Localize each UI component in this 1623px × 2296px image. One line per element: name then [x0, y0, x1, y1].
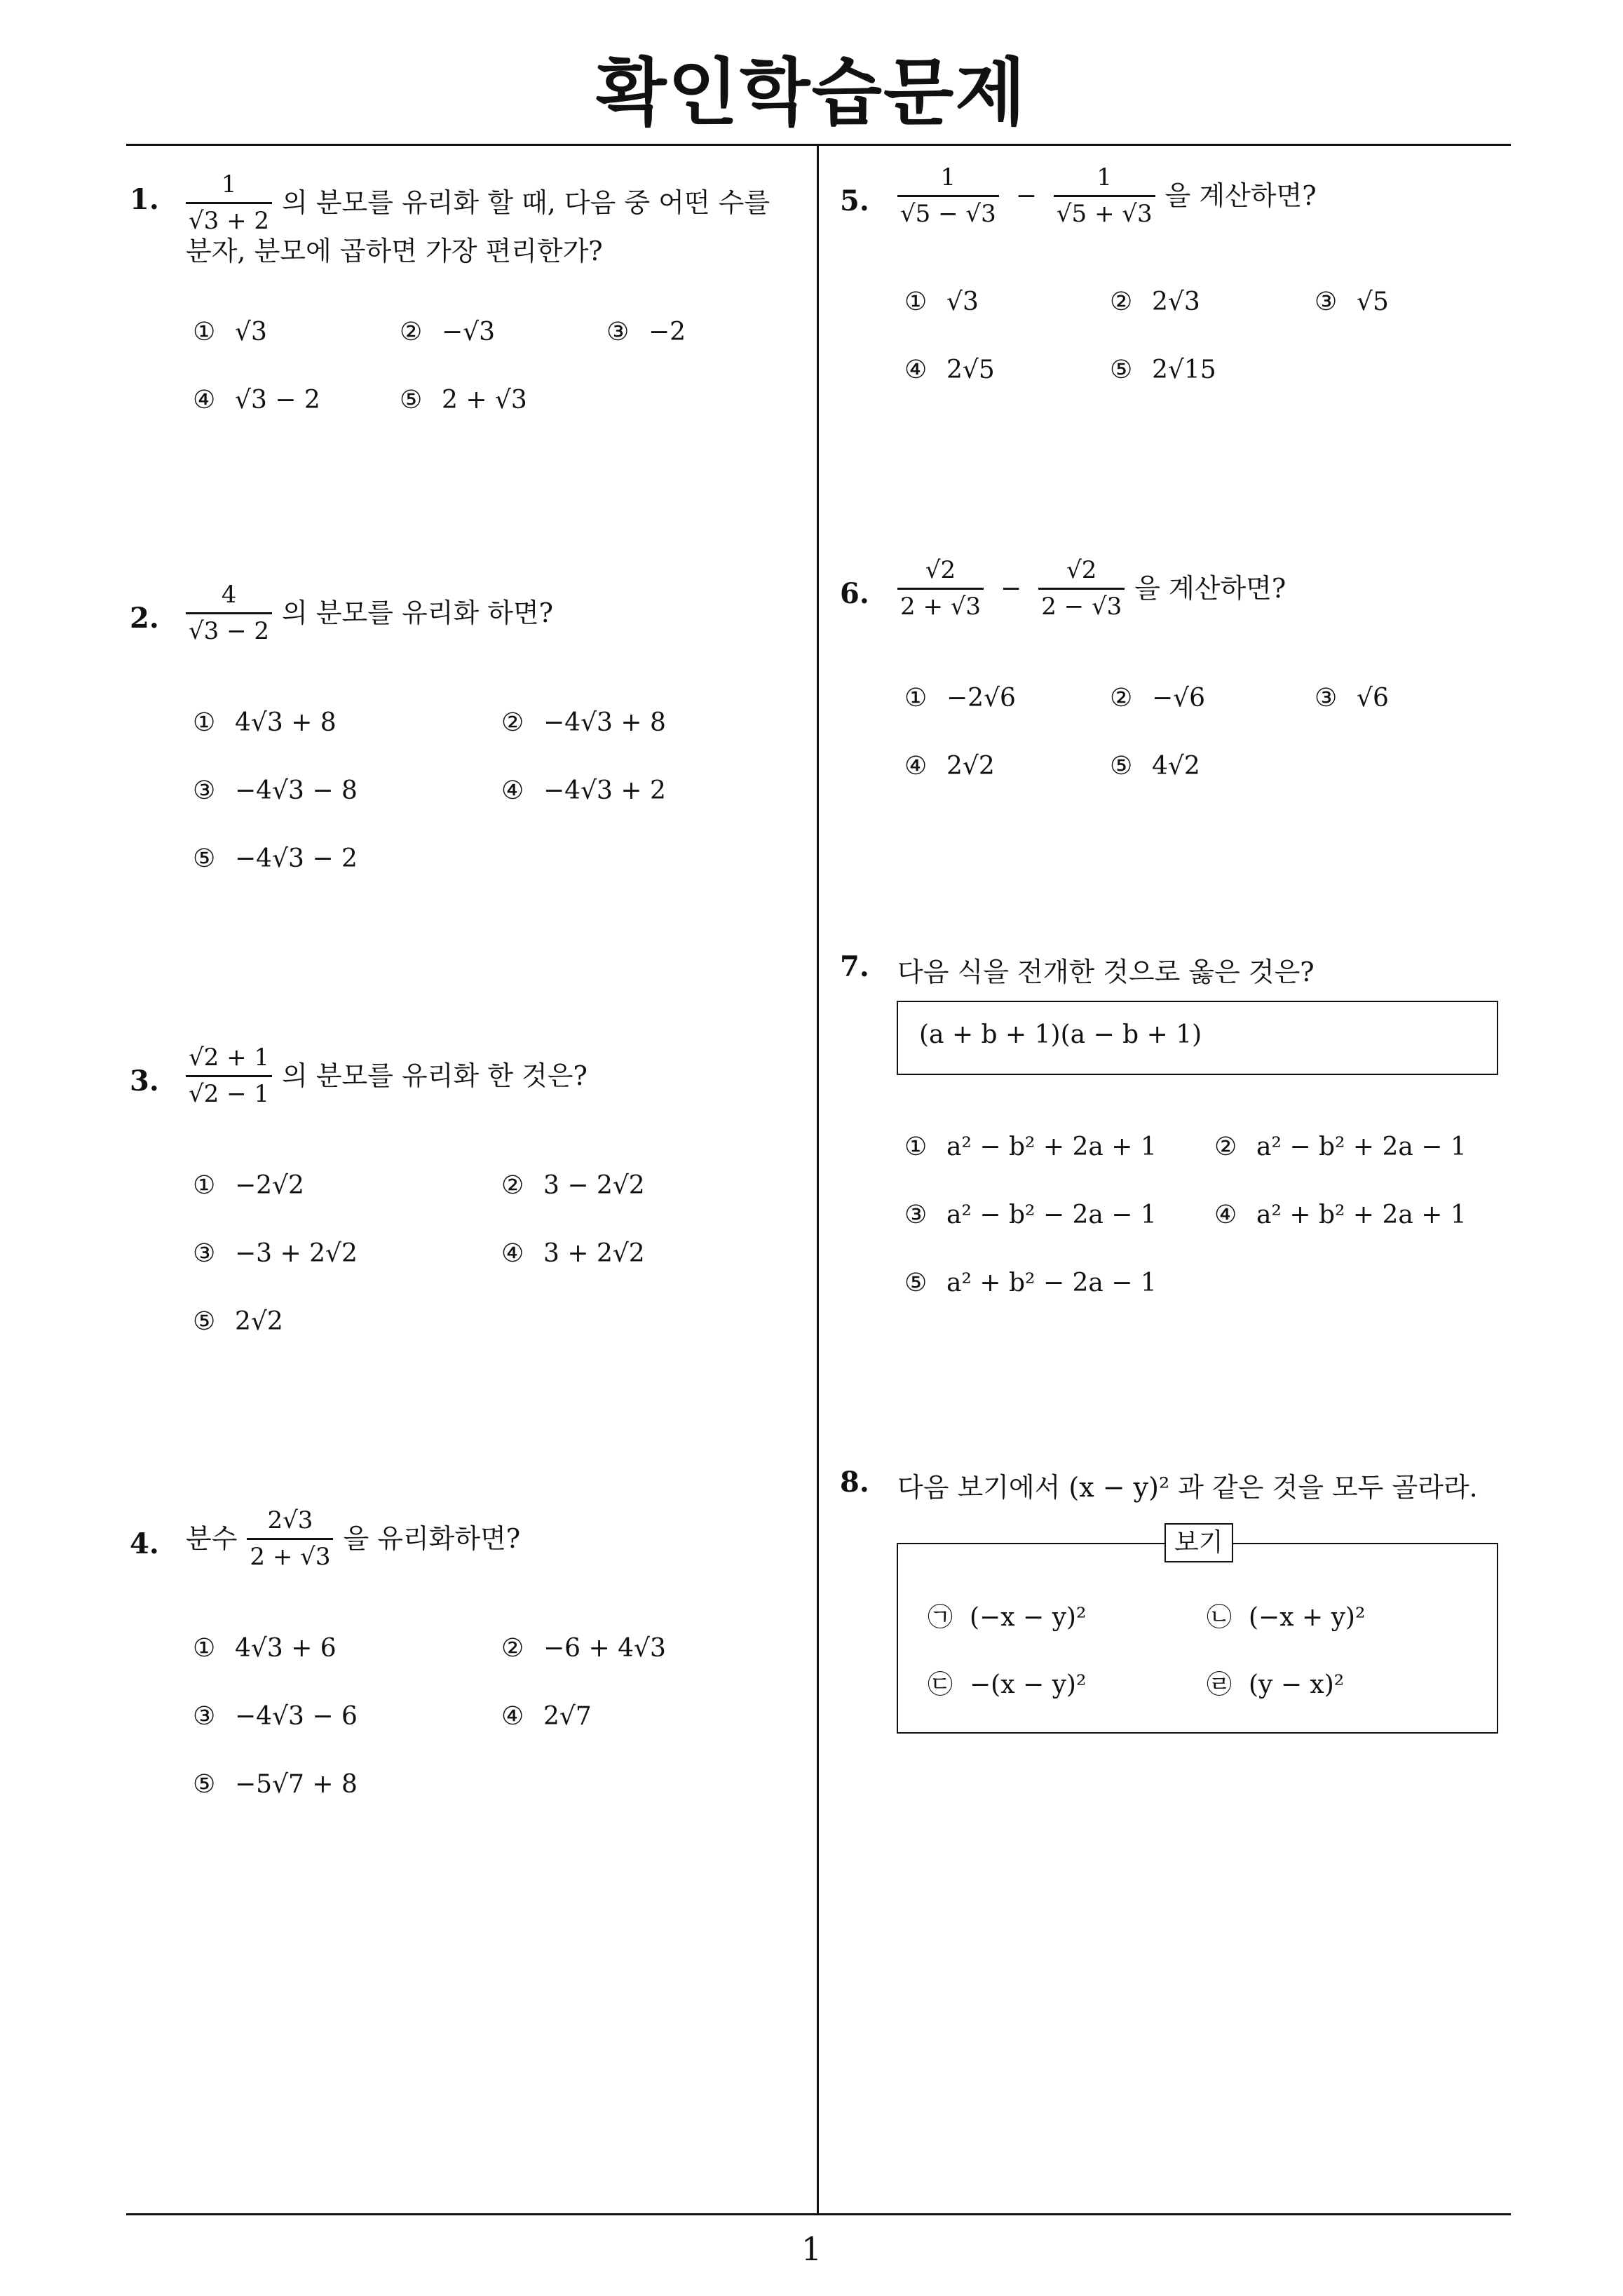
choice-7-4[interactable]: ④ a² + b² + 2a + 1 — [1214, 1201, 1467, 1229]
bogi-label: 보기 — [1164, 1523, 1233, 1562]
minus-operator: − — [1015, 182, 1037, 211]
bogi-item-4: ㉣ (y − x)² — [1207, 1670, 1345, 1699]
bogi-item-3: ㉢ −(x − y)² — [928, 1670, 1087, 1699]
choice-2-1[interactable]: ① 4√3 + 8 — [193, 708, 337, 737]
question-prefix: 분수 — [186, 1523, 238, 1555]
choice-6-5[interactable]: ⑤ 4√2 — [1110, 752, 1200, 781]
choice-7-2[interactable]: ② a² − b² + 2a − 1 — [1214, 1133, 1467, 1161]
problem-number: 7. — [840, 950, 869, 983]
question-text: 의 분모를 유리화 한 것은? — [282, 1060, 588, 1092]
bogi-item-2: ㉡ (−x + y)² — [1207, 1603, 1366, 1632]
expression-box — [897, 1001, 1498, 1075]
choice-5-3[interactable]: ③ √5 — [1315, 288, 1389, 316]
choice-5-4[interactable]: ④ 2√5 — [904, 356, 995, 384]
column-divider — [817, 146, 819, 2213]
choice-6-1[interactable]: ① −2√6 — [904, 684, 1016, 713]
choice-1-1[interactable]: ① √3 — [193, 318, 267, 346]
fraction: $\frac{√2 + 1}{√2 - 1}$ — [186, 1045, 272, 1108]
choice-7-3[interactable]: ③ a² − b² − 2a − 1 — [904, 1201, 1157, 1229]
question-text: 의 분모를 유리화 할 때, 다음 중 어떤 수를 — [282, 187, 770, 219]
question-text: 을 계산하면? — [1134, 573, 1286, 605]
problem-number: 6. — [840, 577, 869, 610]
question-text: 의 분모를 유리화 하면? — [282, 597, 554, 629]
choice-1-4[interactable]: ④ √3 − 2 — [193, 386, 320, 414]
bottom-rule — [126, 2213, 1511, 2215]
choice-5-1[interactable]: ① √3 — [904, 288, 979, 316]
choice-2-2[interactable]: ② −4√3 + 8 — [501, 708, 666, 737]
choice-3-3[interactable]: ③ −3 + 2√2 — [193, 1239, 358, 1268]
problem-number: 5. — [840, 184, 869, 217]
choice-2-4[interactable]: ④ −4√3 + 2 — [501, 776, 666, 805]
choice-5-5[interactable]: ⑤ 2√15 — [1110, 356, 1216, 384]
choice-2-5[interactable]: ⑤ −4√3 − 2 — [193, 844, 358, 873]
choice-7-1[interactable]: ① a² − b² + 2a + 1 — [904, 1133, 1157, 1161]
choice-4-3[interactable]: ③ −4√3 − 6 — [193, 1702, 358, 1731]
choice-6-4[interactable]: ④ 2√2 — [904, 752, 995, 781]
expression: (a + b + 1)(a − b + 1) — [919, 1020, 1202, 1049]
question-text-continued: 분자, 분모에 곱하면 가장 편리한가? — [186, 236, 603, 266]
choice-4-2[interactable]: ② −6 + 4√3 — [501, 1634, 666, 1663]
question-text: 다음 보기에서 (x − y)² 과 같은 것을 모두 골라라. — [897, 1472, 1478, 1503]
choice-3-2[interactable]: ② 3 − 2√2 — [501, 1171, 645, 1200]
problem-number: 3. — [130, 1065, 159, 1098]
choice-5-2[interactable]: ② 2√3 — [1110, 288, 1200, 316]
minus-operator: − — [1000, 574, 1022, 604]
choice-7-5[interactable]: ⑤ a² + b² − 2a − 1 — [904, 1269, 1157, 1297]
choice-3-4[interactable]: ④ 3 + 2√2 — [501, 1239, 645, 1268]
problem-number: 8. — [840, 1466, 869, 1499]
problem-number: 2. — [130, 602, 159, 635]
choice-3-5[interactable]: ⑤ 2√2 — [193, 1307, 283, 1336]
choice-1-5[interactable]: ⑤ 2 + √3 — [400, 386, 527, 414]
choice-3-1[interactable]: ① −2√2 — [193, 1171, 304, 1200]
fraction: $\frac{2√3}{2 + √3}$ — [247, 1508, 333, 1571]
choice-4-5[interactable]: ⑤ −5√7 + 8 — [193, 1770, 358, 1799]
problem-number: 1. — [130, 183, 159, 216]
fraction: $\frac{4}{√3 - 2}$ — [186, 582, 272, 645]
fraction: $\frac{1}{√5 - √3}$ — [897, 165, 999, 228]
bogi-box — [897, 1528, 1498, 1734]
question-text: 을 유리화하면? — [343, 1523, 521, 1555]
choice-2-3[interactable]: ③ −4√3 − 8 — [193, 776, 358, 805]
fraction: $\frac{1}{√3 + 2}$ — [186, 172, 272, 235]
page-title: 확인학습문제 — [596, 50, 1027, 135]
page-number: 1 — [801, 2230, 822, 2268]
fraction: $\frac{1}{√5 + √3}$ — [1054, 165, 1155, 228]
choice-1-3[interactable]: ③ −2 — [606, 318, 686, 346]
choice-6-2[interactable]: ② −√6 — [1110, 684, 1206, 713]
choice-1-2[interactable]: ② −√3 — [400, 318, 496, 346]
problem-number: 4. — [130, 1527, 159, 1560]
bogi-item-1: ㉠ (−x − y)² — [928, 1603, 1087, 1632]
fraction: $\frac{√2}{2 + √3}$ — [897, 558, 984, 621]
choice-6-3[interactable]: ③ √6 — [1315, 684, 1389, 713]
question-text: 을 계산하면? — [1164, 180, 1317, 212]
question-text: 다음 식을 전개한 것으로 옳은 것은? — [897, 957, 1315, 987]
choice-4-4[interactable]: ④ 2√7 — [501, 1702, 592, 1731]
fraction: $\frac{√2}{2 - √3}$ — [1038, 558, 1125, 621]
choice-4-1[interactable]: ① 4√3 + 6 — [193, 1634, 337, 1663]
